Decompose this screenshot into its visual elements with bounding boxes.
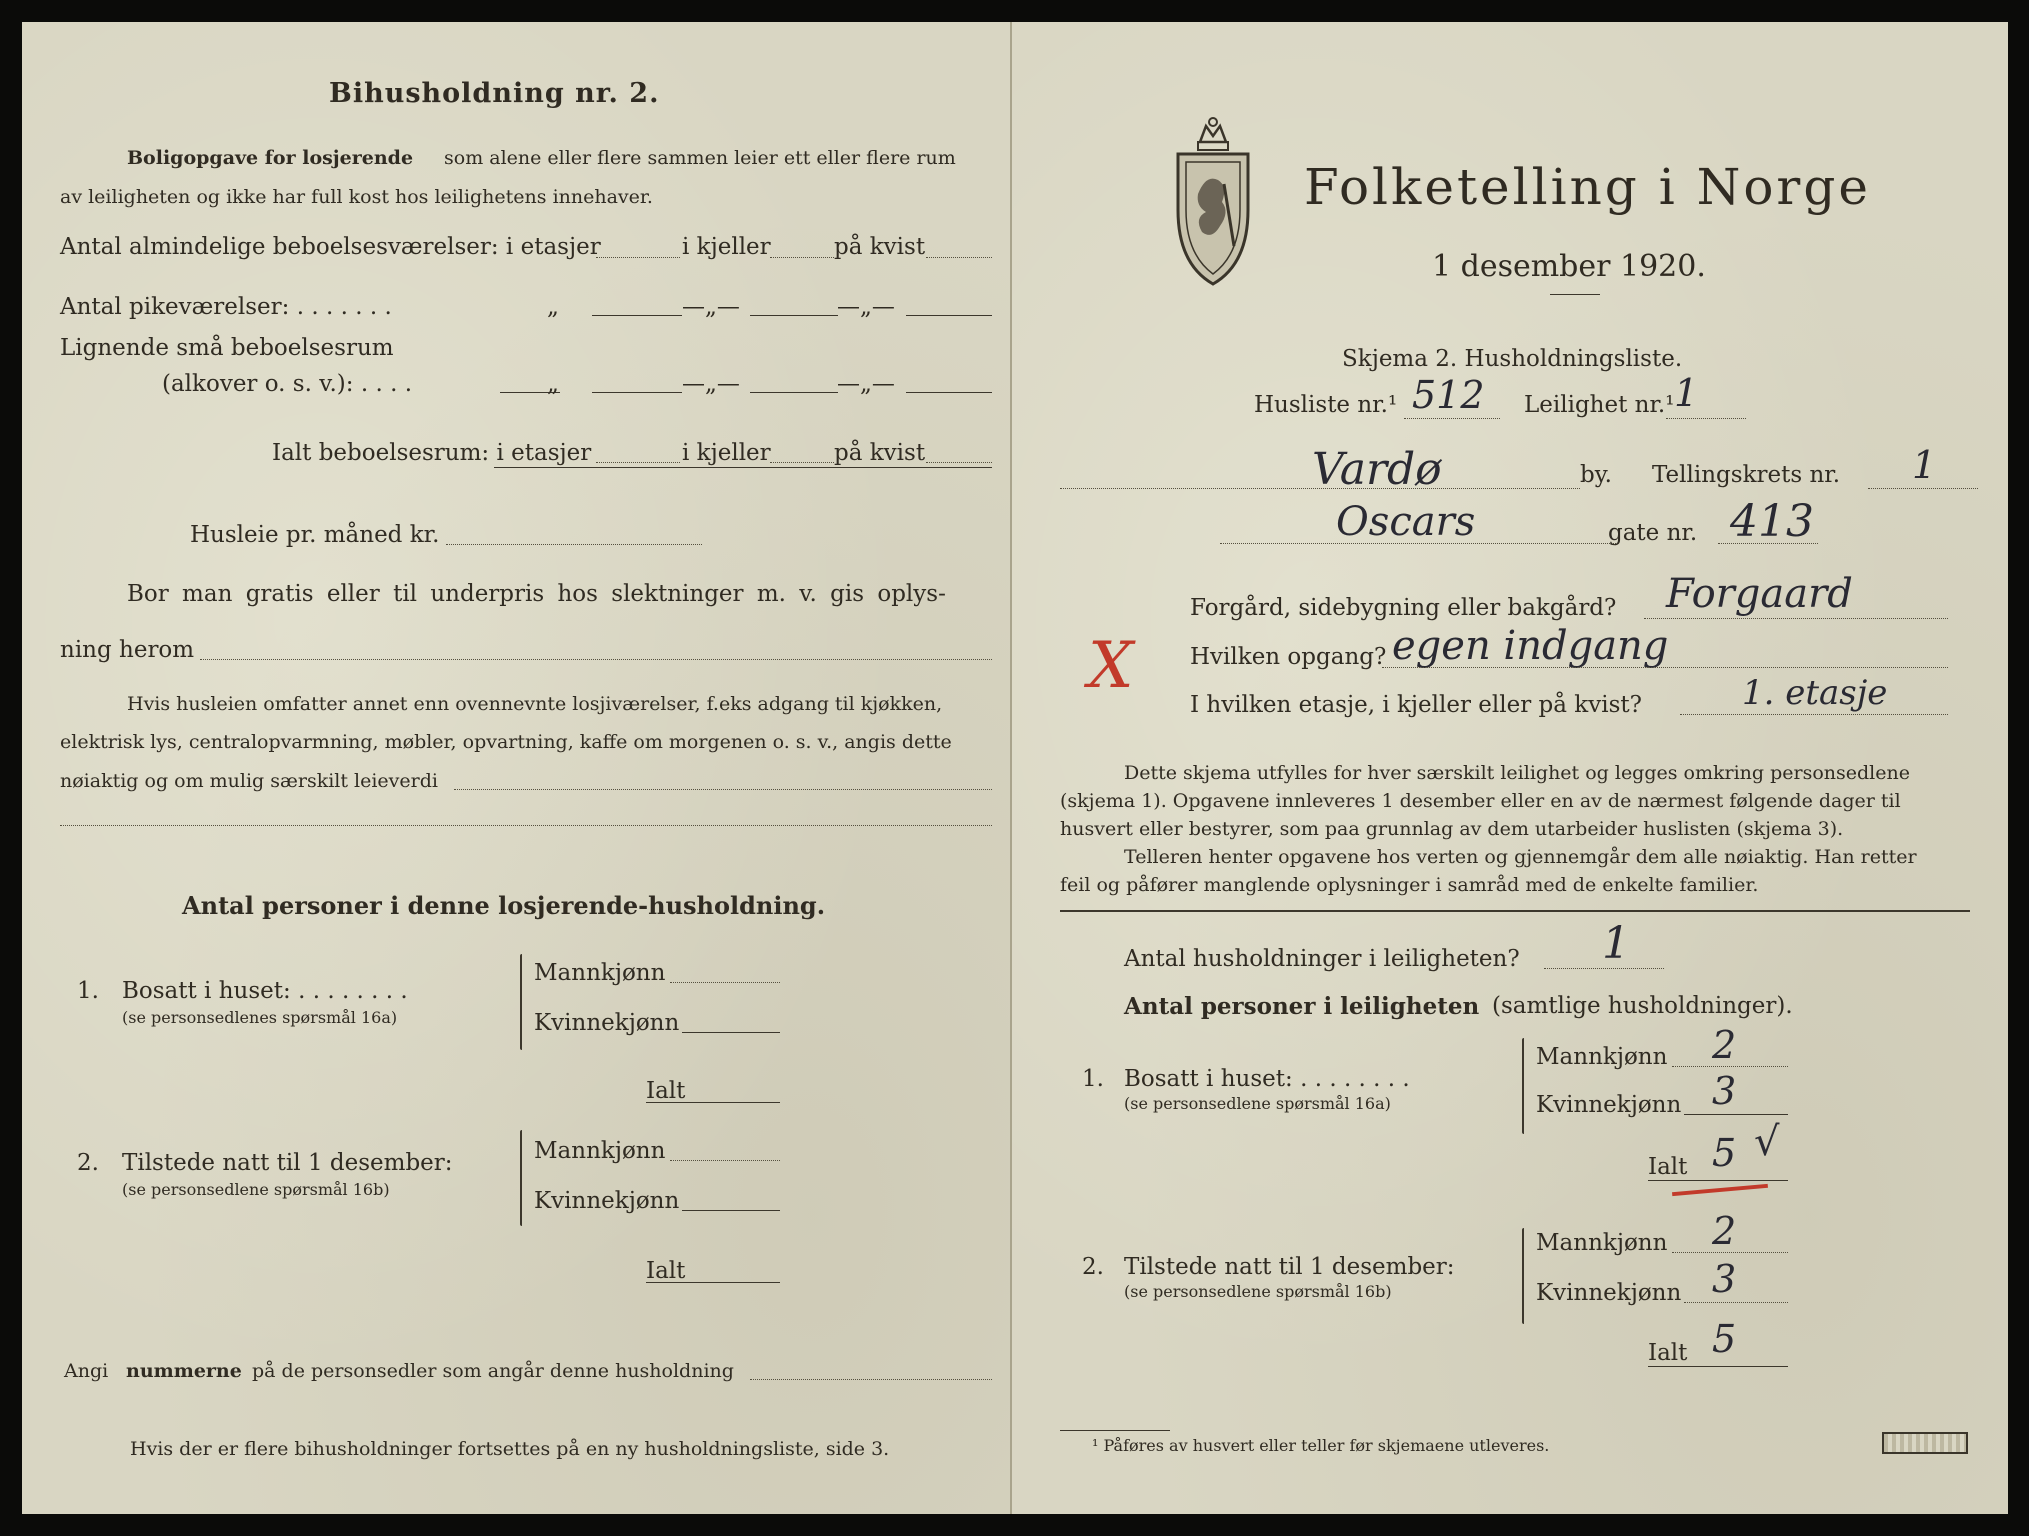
rooms-kvist-label: på kvist	[834, 234, 926, 260]
r-q2-male-label: Mannkjønn	[1536, 1230, 1668, 1256]
krets-field	[1868, 488, 1978, 489]
forgard-answer[interactable]: Forgaard	[1666, 571, 1853, 617]
husliste-field	[1404, 418, 1500, 419]
leieverdi-field[interactable]	[454, 789, 992, 790]
etasje-question: I hvilken etasje, i kjeller eller på kvist?	[1190, 692, 1642, 718]
r-q1-male-field	[1672, 1066, 1788, 1067]
r-q1-female-value[interactable]: 3	[1712, 1069, 1737, 1113]
opgang-field	[1382, 667, 1948, 668]
right-page	[1010, 22, 2008, 1514]
q2-brace	[520, 1130, 522, 1226]
gate-label: gate nr.	[1608, 520, 1698, 546]
r-q2-male-value[interactable]: 2	[1712, 1209, 1737, 1253]
r-q2-total-value[interactable]: 5	[1712, 1317, 1737, 1361]
q2-male-label: Mannkjønn	[534, 1138, 666, 1164]
instruction-line-2: (skjema 1). Opgavene innleveres 1 desember eller en av de nærmest følgende dager til	[1060, 790, 1901, 812]
red-underline	[1672, 1184, 1768, 1196]
rooms-kjeller-field[interactable]	[770, 257, 834, 258]
r-q1-female-field	[1684, 1114, 1788, 1115]
r-q1-male-label: Mannkjønn	[1536, 1044, 1668, 1070]
census-title: Folketelling i Norge	[1304, 158, 1871, 216]
note-line-3: nøiaktig og om mulig særskilt leieverdi	[60, 770, 438, 792]
ialt-kvist-field[interactable]	[926, 462, 992, 463]
ialt-kjeller-field[interactable]	[770, 462, 834, 463]
forgard-question: Forgård, sidebygning eller bakgård?	[1190, 595, 1617, 621]
q2-number: 2.	[77, 1150, 99, 1176]
q1-total-field[interactable]	[646, 1102, 780, 1103]
persons-rest: (samtlige husholdninger).	[1492, 993, 1793, 1019]
city-value[interactable]: Vardø	[1312, 444, 1442, 495]
r-q2-label: Tilstede natt til 1 desember:	[1124, 1254, 1455, 1280]
title-divider	[1550, 294, 1600, 295]
instruction-line-4: Telleren henter opgavene hos verten og gjennemgår dem alle nøiaktig. Han retter	[1124, 846, 1917, 868]
street-field	[1220, 543, 1616, 544]
r-q2-number: 2.	[1082, 1254, 1104, 1280]
pike-ditto: „	[547, 294, 559, 320]
pike-etasjer-field[interactable]	[592, 315, 682, 316]
coat-of-arms-icon	[1172, 114, 1254, 288]
ialt-rooms-label: Ialt beboelsesrum: i etasjer	[272, 440, 592, 466]
q1-sub: (se personsedlenes spørsmål 16a)	[122, 1008, 398, 1027]
r-q2-female-value[interactable]: 3	[1712, 1257, 1737, 1301]
ialt-etasjer-field[interactable]	[596, 462, 680, 463]
husholdninger-label: Antal husholdninger i leiligheten?	[1124, 946, 1520, 972]
alkover-ditto-2: —„—	[682, 371, 740, 397]
city-field	[1060, 488, 1580, 489]
q2-female-field[interactable]	[682, 1210, 780, 1211]
krets-value[interactable]: 1	[1912, 443, 1937, 487]
q2-sub: (se personsedlene spørsmål 16b)	[122, 1180, 390, 1199]
gate-field	[1718, 543, 1818, 544]
krets-label: Tellingskrets nr.	[1652, 462, 1841, 488]
r-q1-check-mark: √	[1754, 1119, 1780, 1165]
gratis-line-1: Bor man gratis eller til underpris hos slektninger m. v. gis oplys-	[127, 581, 946, 607]
by-label: by.	[1580, 462, 1612, 488]
left-page	[22, 22, 1011, 1514]
q1-female-label: Kvinnekjønn	[534, 1010, 680, 1036]
q2-label: Tilstede natt til 1 desember:	[122, 1150, 453, 1176]
etasje-field	[1680, 714, 1948, 715]
intro-line2: av leiligheten og ikke har full kost hos leilighetens innehaver.	[60, 186, 653, 208]
q1-label: Bosatt i huset: . . . . . . . .	[122, 978, 408, 1004]
rent-field[interactable]	[446, 544, 702, 545]
r-q1-number: 1.	[1082, 1066, 1104, 1092]
note-line-2: elektrisk lys, centralopvarmning, møbler, opvartning, kaffe om morgenen o. s. v., angis dette	[60, 731, 952, 753]
pike-ditto-3: —„—	[837, 294, 895, 320]
alkover-ditto: „	[547, 371, 559, 397]
q1-brace	[520, 954, 522, 1050]
q2-total-label: Ialt	[646, 1258, 686, 1284]
r-q2-female-label: Kvinnekjønn	[1536, 1280, 1682, 1306]
note-line-1: Hvis husleien omfatter annet enn ovennevnte losjiværelser, f.eks adgang til kjøkken,	[127, 693, 943, 715]
rooms-row-label: Antal almindelige beboelsesværelser: i etasjer	[60, 234, 601, 260]
r-q2-male-field	[1672, 1252, 1788, 1253]
ialt-kjeller-label: i kjeller	[682, 440, 771, 466]
q1-male-field[interactable]	[670, 982, 780, 983]
r-q2-total-field	[1648, 1366, 1788, 1367]
angi-field[interactable]	[750, 1379, 992, 1380]
pike-kvist-field[interactable]	[906, 315, 992, 316]
intro-bold: Boligopgave for losjerende	[127, 147, 414, 169]
angi-label-a: Angi	[64, 1360, 109, 1382]
footnote: ¹ Påføres av husvert eller teller før skjemaene utleveres.	[1092, 1436, 1550, 1455]
gratis-field[interactable]	[200, 659, 992, 660]
leilighet-label: Leilighet nr.¹	[1524, 392, 1675, 418]
alkover-label-1: Lignende små beboelsesrum	[60, 335, 394, 361]
forgard-field	[1644, 618, 1948, 619]
q1-male-label: Mannkjønn	[534, 960, 666, 986]
gratis-line-2: ning herom	[60, 637, 195, 663]
pike-label: Antal pikeværelser: . . . . . . .	[60, 294, 392, 320]
husliste-label: Husliste nr.¹	[1254, 392, 1398, 418]
r-q1-sub: (se personsedlene spørsmål 16a)	[1124, 1094, 1391, 1113]
pike-ditto-2: —„—	[682, 294, 740, 320]
alkover-kvist-field[interactable]	[906, 392, 992, 393]
alkover-label-2: (alkover o. s. v.): . . . .	[162, 371, 413, 397]
left-footer: Hvis der er flere bihusholdninger fortsettes på en ny husholdningsliste, side 3.	[130, 1438, 890, 1460]
opgang-question: Hvilken opgang?	[1190, 644, 1387, 670]
rent-label: Husleie pr. måned kr.	[190, 522, 440, 548]
r-q1-label: Bosatt i huset: . . . . . . . .	[1124, 1066, 1410, 1092]
r-q1-total-label: Ialt	[1648, 1154, 1688, 1180]
intro-rest: som alene eller flere sammen leier ett eller flere rum	[444, 147, 956, 169]
instruction-line-5: feil og påfører manglende oplysninger i samråd med de enkelte familier.	[1060, 874, 1759, 896]
pike-kjeller-field[interactable]	[750, 315, 838, 316]
angi-label-c: på de personsedler som angår denne husholdning	[252, 1360, 734, 1382]
rooms-kjeller-label: i kjeller	[682, 234, 771, 260]
rooms-etasjer-field[interactable]	[596, 257, 680, 258]
schema-label: Skjema 2. Husholdningsliste.	[1342, 346, 1683, 372]
q1-female-field[interactable]	[682, 1032, 780, 1033]
r-q1-total-field	[1648, 1180, 1788, 1181]
street-value[interactable]: Oscars	[1336, 499, 1476, 545]
q2-female-label: Kvinnekjønn	[534, 1188, 680, 1214]
r-q2-brace	[1522, 1228, 1524, 1324]
r-q2-female-field	[1684, 1302, 1788, 1303]
alkover-kjeller-field[interactable]	[750, 392, 838, 393]
opgang-answer[interactable]: egen indgang	[1392, 623, 1669, 669]
husholdninger-value[interactable]: 1	[1602, 918, 1630, 969]
husliste-value[interactable]: 512	[1412, 373, 1485, 417]
instruction-line-1: Dette skjema utfylles for hver særskilt leilighet og legges omkring personsedlene	[1124, 762, 1910, 784]
leilighet-field	[1666, 418, 1746, 419]
husholdninger-field	[1544, 968, 1664, 969]
r-q1-male-value[interactable]: 2	[1712, 1023, 1737, 1067]
persons-heading: Antal personer i denne losjerende-husholdning.	[182, 891, 826, 920]
ialt-underline	[494, 467, 992, 468]
r-q1-total-value[interactable]: 5	[1712, 1131, 1737, 1175]
section-divider	[1060, 910, 1970, 912]
leilighet-value[interactable]: 1	[1674, 371, 1699, 415]
r-q1-female-label: Kvinnekjønn	[1536, 1092, 1682, 1118]
etasje-answer[interactable]: 1. etasje	[1742, 673, 1888, 713]
r-q1-brace	[1522, 1038, 1524, 1134]
q1-total-label: Ialt	[646, 1078, 686, 1104]
printer-stamp	[1882, 1432, 1968, 1454]
q2-total-field[interactable]	[646, 1282, 780, 1283]
red-check-mark: X	[1088, 629, 1134, 703]
alkover-etasjer-field[interactable]	[592, 392, 682, 393]
bihusholdning-heading: Bihusholdning nr. 2.	[329, 78, 660, 109]
footnote-rule	[1060, 1430, 1170, 1431]
ialt-kvist-label: på kvist	[834, 440, 926, 466]
q1-number: 1.	[77, 978, 99, 1004]
instruction-line-3: husvert eller bestyrer, som paa grunnlag av dem utarbeider huslisten (skjema 3).	[1060, 818, 1844, 840]
leieverdi-field-2[interactable]	[60, 825, 992, 826]
r-q2-total-label: Ialt	[1648, 1340, 1688, 1366]
angi-label-b: nummerne	[126, 1360, 242, 1382]
persons-bold: Antal personer i leiligheten	[1124, 993, 1480, 1020]
alkover-ditto-3: —„—	[837, 371, 895, 397]
rooms-kvist-field[interactable]	[926, 257, 992, 258]
census-date: 1 desember 1920.	[1432, 249, 1706, 284]
q2-male-field[interactable]	[670, 1160, 780, 1161]
r-q2-sub: (se personsedlene spørsmål 16b)	[1124, 1282, 1392, 1301]
gate-value[interactable]: 413	[1730, 496, 1814, 547]
